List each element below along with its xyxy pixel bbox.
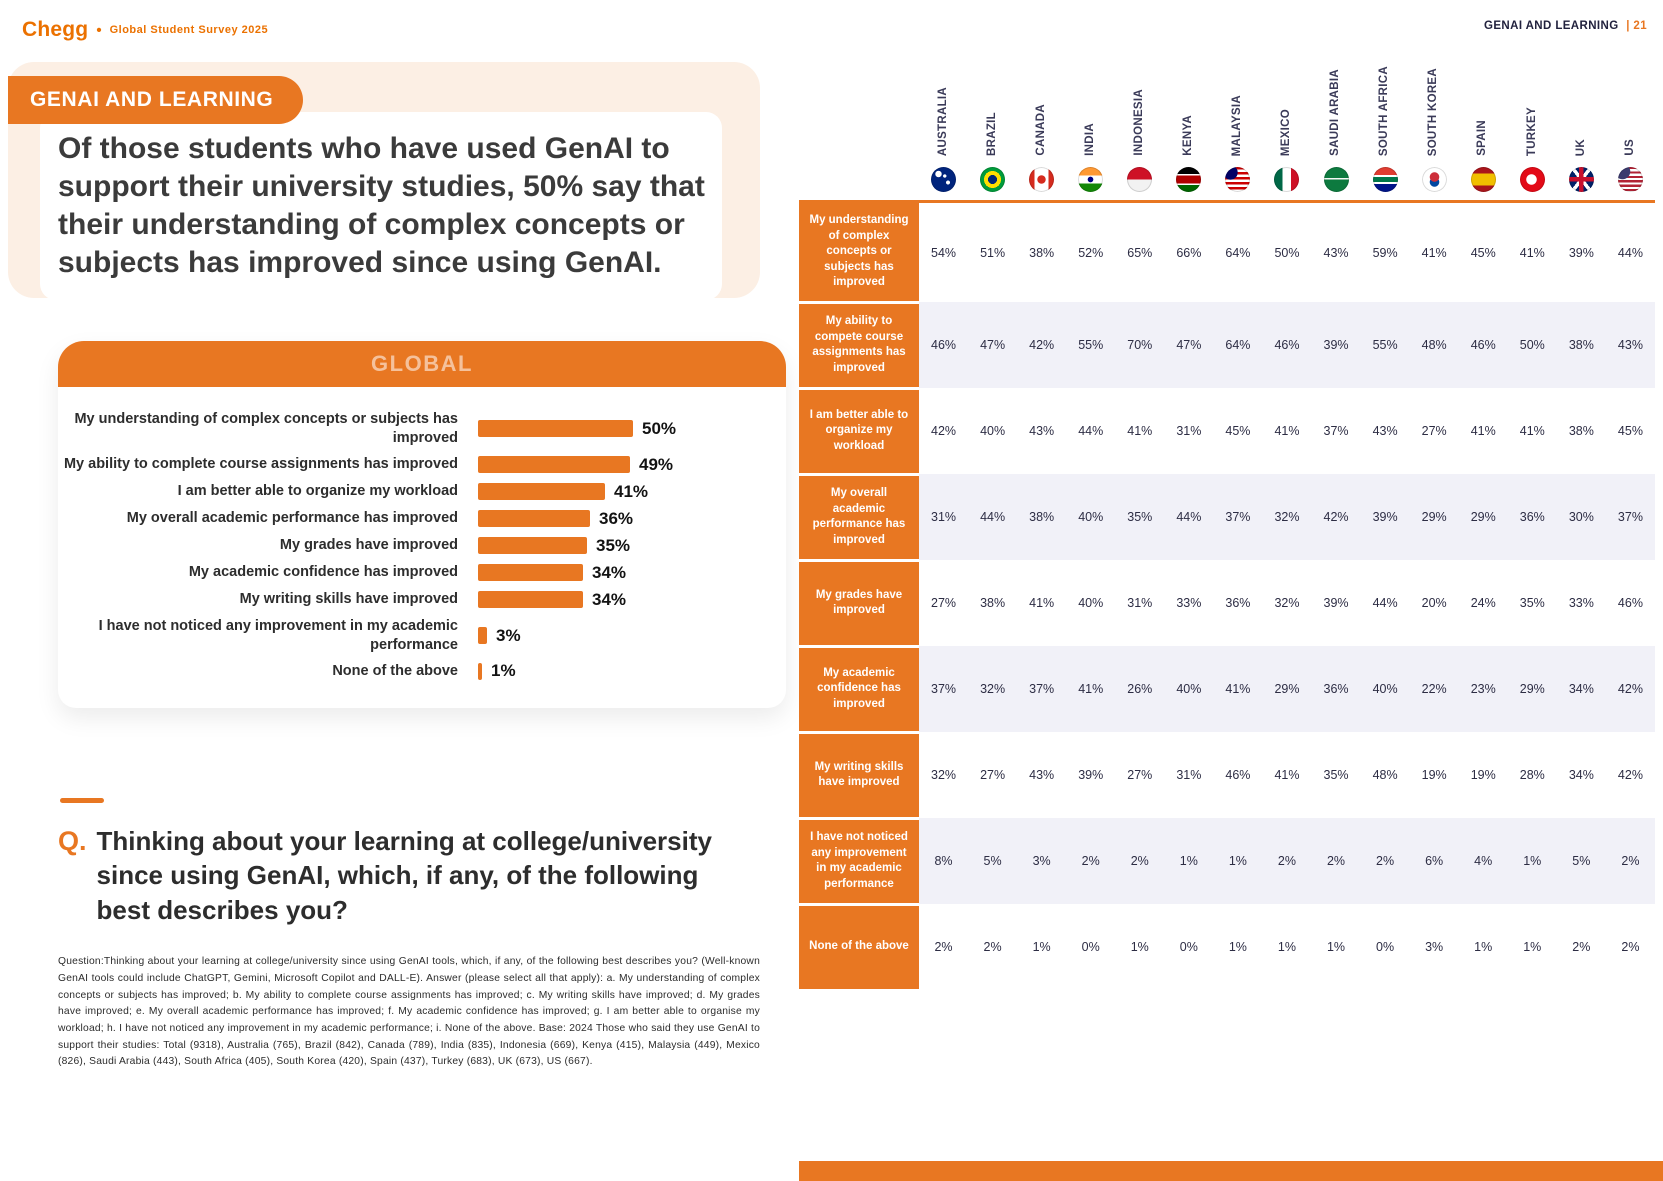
table-cell: 35% <box>1115 474 1164 560</box>
table-cell: 48% <box>1410 302 1459 388</box>
table-cell: 66% <box>1176 245 1202 260</box>
in-flag-icon <box>1078 167 1103 192</box>
table-cell: 6% <box>1410 818 1459 904</box>
bar-fill <box>478 510 590 527</box>
table-cell: 1% <box>1508 818 1557 904</box>
table-cell: 3% <box>1425 940 1444 955</box>
au-flag-icon <box>931 167 956 192</box>
bar-category-label: My ability to complete course assignments has improved <box>63 456 458 473</box>
global-chart-header <box>58 341 786 387</box>
table-cell: 43% <box>1372 424 1398 439</box>
table-cell: 37% <box>919 646 968 732</box>
country-name-label: SOUTH AFRICA <box>1378 66 1391 157</box>
bar-fill <box>478 456 630 473</box>
table-cell: 2% <box>1606 818 1655 904</box>
table-cell: 1% <box>1164 818 1213 904</box>
table-cell: 29% <box>1410 474 1459 560</box>
country-name-label: AUSTRALIA <box>936 86 949 157</box>
table-cell: 42% <box>1017 302 1066 388</box>
us-flag-icon <box>1618 167 1643 192</box>
table-row <box>799 732 1655 818</box>
table-cell: 40% <box>980 424 1006 439</box>
bar-row <box>58 536 760 556</box>
table-cell: 41% <box>1470 424 1496 439</box>
page-number: | 21 <box>1626 20 1647 32</box>
table-cell: 45% <box>1470 245 1496 260</box>
bar-category-label: My grades have improved <box>279 537 458 554</box>
table-cell: 44% <box>1078 424 1104 439</box>
table-cell: 41% <box>1421 245 1447 260</box>
table-row <box>799 474 1655 560</box>
bar-category-label: I am better able to organize my workload <box>177 483 458 500</box>
table-cell: 43% <box>1323 245 1349 260</box>
table-cell: 2% <box>1361 818 1410 904</box>
table-row <box>799 388 1655 474</box>
za-flag-icon <box>1373 167 1398 192</box>
global-bar-rows <box>58 387 786 708</box>
table-row <box>799 202 1655 303</box>
table-cell: 44% <box>1372 596 1398 611</box>
ke-flag-icon <box>1176 167 1201 192</box>
table-cell: 43% <box>1029 768 1055 783</box>
table-cell: 41% <box>1274 768 1300 783</box>
table-cell: 8% <box>919 818 968 904</box>
table-cell: 59% <box>1372 245 1398 260</box>
table-cell: 19% <box>1421 768 1447 783</box>
country-header <box>1213 95 1262 192</box>
table-cell: 52% <box>1078 245 1104 260</box>
row-label: I am better able to organize my workload <box>799 388 919 474</box>
table-row <box>799 646 1655 732</box>
table-cell: 37% <box>1606 474 1655 560</box>
chegg-logo: Chegg <box>22 18 89 41</box>
bar-fill <box>478 564 583 581</box>
table-cell: 5% <box>968 818 1017 904</box>
table-cell: 44% <box>1164 474 1213 560</box>
table-cell: 33% <box>1568 596 1594 611</box>
table-cell: 50% <box>1274 245 1300 260</box>
table-cell: 42% <box>1606 646 1655 732</box>
table-cell: 38% <box>1568 424 1594 439</box>
country-name-label: UK <box>1574 138 1587 157</box>
country-header <box>919 87 968 192</box>
country-table-head-row <box>799 52 1655 202</box>
bar-category-label: My understanding of complex concepts or subjects has improved <box>74 411 458 446</box>
table-cell: 0% <box>1376 940 1395 955</box>
table-cell: 38% <box>980 596 1006 611</box>
bar-fill <box>478 627 487 644</box>
table-cell: 39% <box>1312 302 1361 388</box>
br-flag-icon <box>980 167 1005 192</box>
row-label: My writing skills have improved <box>799 732 919 818</box>
table-cell: 1% <box>1032 940 1051 955</box>
table-cell: 0% <box>1081 940 1100 955</box>
table-cell: 64% <box>1213 302 1262 388</box>
tr-flag-icon <box>1520 167 1545 192</box>
headline-text: Of those students who have used GenAI to support their university studies, 50% say that their understanding of complex concepts or subjects has improved since using GenAI. <box>58 132 705 279</box>
table-cell: 30% <box>1557 474 1606 560</box>
table-cell: 54% <box>931 245 957 260</box>
table-cell: 44% <box>968 474 1017 560</box>
gb-flag-icon <box>1569 167 1594 192</box>
table-cell: 38% <box>1029 245 1055 260</box>
table-cell: 31% <box>1176 424 1202 439</box>
id-flag-icon <box>1127 167 1152 192</box>
table-cell: 40% <box>1066 474 1115 560</box>
bar-row <box>58 509 760 529</box>
table-cell: 36% <box>1312 646 1361 732</box>
bar-value-label: 34% <box>592 562 627 582</box>
table-cell: 2% <box>983 940 1002 955</box>
table-cell: 40% <box>1361 646 1410 732</box>
country-name-label: INDONESIA <box>1133 89 1146 157</box>
table-cell: 46% <box>1617 596 1643 611</box>
country-name-label: CANADA <box>1034 104 1047 157</box>
table-cell: 41% <box>1066 646 1115 732</box>
row-label: None of the above <box>799 904 919 990</box>
bar-category-label: My overall academic performance has improved <box>126 510 458 527</box>
country-header <box>1606 139 1655 192</box>
table-cell: 28% <box>1519 768 1545 783</box>
table-cell: 46% <box>1225 768 1251 783</box>
table-cell: 1% <box>1277 940 1296 955</box>
table-cell: 2% <box>1572 940 1591 955</box>
bar-fill <box>478 483 605 500</box>
country-table <box>799 52 1655 992</box>
table-cell: 19% <box>1470 768 1496 783</box>
table-cell: 35% <box>1519 596 1545 611</box>
country-name-label: KENYA <box>1182 115 1195 157</box>
global-chart-title: GLOBAL <box>371 351 473 376</box>
bar-value-label: 34% <box>592 589 627 609</box>
bar-value-label: 36% <box>599 508 634 528</box>
table-cell: 31% <box>1127 596 1153 611</box>
bar-value-label: 41% <box>614 481 649 501</box>
country-header-gb <box>1557 52 1606 202</box>
table-cell: 39% <box>1078 768 1104 783</box>
country-header-kr <box>1410 52 1459 202</box>
country-header <box>1164 115 1213 192</box>
table-cell: 47% <box>1164 302 1213 388</box>
bar-row <box>58 482 760 502</box>
country-header <box>1312 69 1361 192</box>
table-cell: 48% <box>1372 768 1398 783</box>
table-cell: 65% <box>1127 245 1153 260</box>
table-cell: 55% <box>1066 302 1115 388</box>
table-cell: 1% <box>1474 940 1493 955</box>
row-label: My grades have improved <box>799 560 919 646</box>
bar-row <box>58 590 760 610</box>
table-cell: 42% <box>1312 474 1361 560</box>
country-header-sa <box>1312 52 1361 202</box>
country-header-id <box>1115 52 1164 202</box>
country-header <box>1410 68 1459 192</box>
headline-card <box>40 112 722 300</box>
question-block <box>58 824 718 927</box>
table-cell: 37% <box>1323 424 1349 439</box>
country-header <box>1066 123 1115 192</box>
table-cell: 29% <box>1508 646 1557 732</box>
table-cell: 26% <box>1115 646 1164 732</box>
ca-flag-icon <box>1029 167 1054 192</box>
table-cell: 1% <box>1213 818 1262 904</box>
country-name-label: TURKEY <box>1525 106 1538 157</box>
global-chart-card <box>58 341 786 708</box>
country-header <box>1459 120 1508 192</box>
bottom-accent-strip <box>799 1161 1663 1181</box>
row-label: My overall academic performance has improved <box>799 474 919 560</box>
table-cell: 32% <box>1274 596 1300 611</box>
country-name-label: BRAZIL <box>985 112 998 157</box>
table-cell: 39% <box>1568 245 1594 260</box>
table-cell: 51% <box>980 245 1006 260</box>
country-header <box>1262 109 1311 192</box>
country-table-body <box>799 202 1655 991</box>
table-cell: 2% <box>1115 818 1164 904</box>
country-header-tr <box>1508 52 1557 202</box>
question-text: Thinking about your learning at college/university since using GenAI, which, if any, of the following best describes you? <box>96 826 712 925</box>
table-cell: 42% <box>931 424 957 439</box>
table-cell: 41% <box>1274 424 1300 439</box>
table-cell: 34% <box>1568 768 1594 783</box>
table-cell: 5% <box>1557 818 1606 904</box>
table-cell: 0% <box>1179 940 1198 955</box>
country-name-label: INDIA <box>1083 123 1096 157</box>
bar-value-label: 35% <box>596 535 631 555</box>
table-cell: 1% <box>1326 940 1346 955</box>
table-cell: 3% <box>1017 818 1066 904</box>
table-cell: 35% <box>1323 768 1349 783</box>
table-cell: 41% <box>1519 245 1545 260</box>
table-cell: 55% <box>1361 302 1410 388</box>
country-name-label: MALAYSIA <box>1231 94 1244 157</box>
table-cell: 37% <box>1213 474 1262 560</box>
table-cell: 46% <box>1459 302 1508 388</box>
table-cell: 33% <box>1176 596 1202 611</box>
bar-category-label: My academic confidence has improved <box>188 564 458 581</box>
bar-value-label: 50% <box>642 418 677 438</box>
table-cell: 50% <box>1508 302 1557 388</box>
table-cell: 2% <box>1312 818 1361 904</box>
table-row <box>799 818 1655 904</box>
table-cell: 27% <box>931 596 957 611</box>
bar-category-label: My writing skills have improved <box>239 591 458 608</box>
country-header-in <box>1066 52 1115 202</box>
country-name-label: SOUTH KOREA <box>1427 67 1440 157</box>
table-cell: 45% <box>1617 424 1643 439</box>
row-label: My understanding of complex concepts or subjects has improved <box>799 202 919 303</box>
bar-row <box>58 455 760 475</box>
table-cell: 1% <box>1523 940 1542 955</box>
question-prefix: Q. <box>58 826 87 856</box>
kr-flag-icon <box>1422 167 1447 192</box>
table-cell: 27% <box>1421 424 1447 439</box>
country-header-es <box>1459 52 1508 202</box>
table-cell: 38% <box>1017 474 1066 560</box>
table-cell: 41% <box>1029 596 1055 611</box>
table-cell: 45% <box>1225 424 1251 439</box>
sa-flag-icon <box>1324 167 1349 192</box>
bar-fill <box>478 420 633 437</box>
table-cell: 37% <box>1017 646 1066 732</box>
brand-separator-dot: • <box>96 21 102 39</box>
bar-value-label: 1% <box>491 661 516 681</box>
mx-flag-icon <box>1274 167 1299 192</box>
bar-fill <box>478 663 482 680</box>
table-cell: 46% <box>1262 302 1311 388</box>
table-cell: 38% <box>1557 302 1606 388</box>
bar-row <box>58 563 760 583</box>
table-cell: 40% <box>1078 596 1104 611</box>
table-row <box>799 904 1655 990</box>
bar-row <box>58 410 760 448</box>
table-cell: 46% <box>919 302 968 388</box>
table-cell: 31% <box>1176 768 1202 783</box>
row-label: My ability to compete course assignments has improved <box>799 302 919 388</box>
table-row <box>799 302 1655 388</box>
country-header-my <box>1213 52 1262 202</box>
bar-row <box>58 661 760 681</box>
table-cell: 29% <box>1459 474 1508 560</box>
country-header-mx <box>1262 52 1311 202</box>
row-label: I have not noticed any improvement in my academic performance <box>799 818 919 904</box>
table-cell: 22% <box>1410 646 1459 732</box>
country-header <box>1361 66 1410 192</box>
table-cell: 64% <box>1225 245 1251 260</box>
country-header <box>1115 89 1164 192</box>
table-cell: 41% <box>1127 424 1153 439</box>
brand-bar <box>22 18 268 42</box>
table-cell: 32% <box>1262 474 1311 560</box>
table-corner-cell <box>799 52 919 202</box>
table-cell: 27% <box>1127 768 1153 783</box>
table-row <box>799 560 1655 646</box>
country-header <box>1557 139 1606 192</box>
table-cell: 36% <box>1225 596 1251 611</box>
section-banner: GENAI AND LEARNING <box>8 76 303 124</box>
section-divider <box>60 798 104 803</box>
table-cell: 1% <box>1228 940 1247 955</box>
table-cell: 1% <box>1130 940 1149 955</box>
country-header <box>1017 104 1066 192</box>
country-header-ca <box>1017 52 1066 202</box>
bar-category-label: I have not noticed any improvement in my academic performance <box>98 617 458 653</box>
table-cell: 70% <box>1115 302 1164 388</box>
table-cell: 43% <box>1606 302 1655 388</box>
bar-row <box>58 617 760 655</box>
table-cell: 23% <box>1459 646 1508 732</box>
table-cell: 47% <box>968 302 1017 388</box>
table-cell: 20% <box>1421 596 1447 611</box>
country-header <box>1508 107 1557 192</box>
table-cell: 40% <box>1164 646 1213 732</box>
bar-fill <box>478 591 583 608</box>
page-reference <box>1484 20 1647 32</box>
row-label: My academic confidence has improved <box>799 646 919 732</box>
country-header-us <box>1606 52 1655 202</box>
country-header-au <box>919 52 968 202</box>
table-cell: 27% <box>980 768 1006 783</box>
table-cell: 39% <box>1361 474 1410 560</box>
table-cell: 39% <box>1323 596 1349 611</box>
table-cell: 2% <box>934 940 953 955</box>
country-name-label: US <box>1623 139 1636 157</box>
country-header-br <box>968 52 1017 202</box>
es-flag-icon <box>1471 167 1496 192</box>
table-cell: 36% <box>1508 474 1557 560</box>
page-reference-section: GENAI AND LEARNING <box>1484 20 1619 32</box>
table-cell: 44% <box>1617 245 1643 260</box>
bar-value-label: 3% <box>496 625 521 645</box>
country-name-label: SAUDI ARABIA <box>1329 69 1342 157</box>
country-table-wrap <box>799 52 1655 992</box>
table-cell: 2% <box>1621 940 1640 955</box>
country-name-label: MEXICO <box>1280 108 1293 157</box>
table-cell: 32% <box>931 768 957 783</box>
country-name-label: SPAIN <box>1476 120 1489 157</box>
methodology-footnote: Question:Thinking about your learning at college/university since using GenAI tools, which, if any, of the following best describes you? (Well-known GenAI tools could include ChatGPT, Gemini, Microsoft Copilot and DALL-E). Answer (please select all that apply): a. My understanding of complex concepts or subjects has improved; b. My ability to complete course assignments has improved; c. My writing skills have improved; d. My grades have improved; e. My overall academic performance has improved; f. My academic confidence has improved; g. I am better able to organise my workload; h. I have not noticed any improvement in my academic performance; i. None of the above. Base: 2024 Those who said they use GenAI to support their studies: Total (9318), Australia (765), Brazil (842), Canada (789), India (835), Indonesia (669), Kenya (415), Malaysia (449), Mexico (826), Saudi Arabia (443), South Africa (405), South Korea (420), Spain (437), Turkey (683), UK (673), US (667). <box>58 956 760 1068</box>
my-flag-icon <box>1225 167 1250 192</box>
bar-value-label: 49% <box>639 454 674 474</box>
table-cell: 4% <box>1459 818 1508 904</box>
table-cell: 34% <box>1557 646 1606 732</box>
report-tagline: Global Student Survey 2025 <box>109 24 269 36</box>
table-cell: 41% <box>1519 424 1545 439</box>
table-cell: 29% <box>1262 646 1311 732</box>
table-cell: 43% <box>1029 424 1055 439</box>
country-header <box>968 112 1017 192</box>
table-cell: 41% <box>1213 646 1262 732</box>
bar-fill <box>478 537 587 554</box>
country-header-za <box>1361 52 1410 202</box>
table-cell: 24% <box>1470 596 1496 611</box>
bar-category-label: None of the above <box>332 662 458 679</box>
table-cell: 31% <box>919 474 968 560</box>
country-header-ke <box>1164 52 1213 202</box>
table-cell: 42% <box>1617 768 1643 783</box>
table-cell: 2% <box>1262 818 1311 904</box>
table-cell: 32% <box>968 646 1017 732</box>
table-cell: 2% <box>1066 818 1115 904</box>
